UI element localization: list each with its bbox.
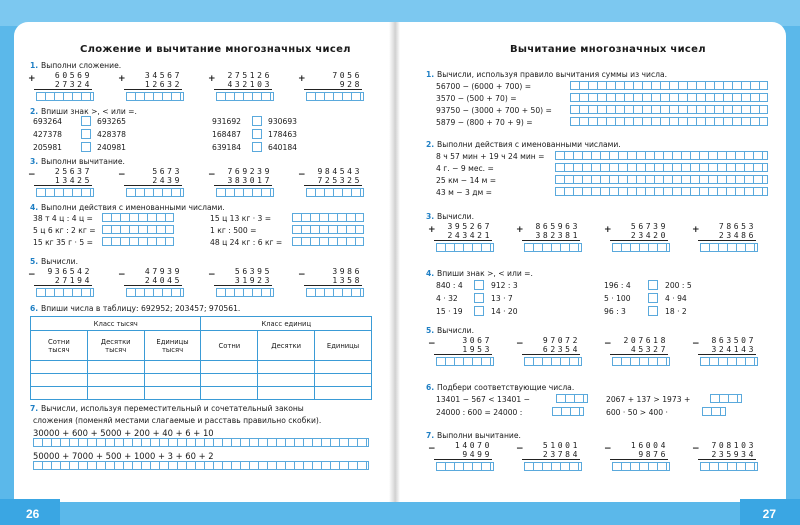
answer-box[interactable] (570, 117, 768, 126)
task-text: Выполни вычитание. (437, 431, 521, 440)
task-text: Выполни действия с именованными числами. (437, 140, 621, 149)
operand: 769239 (227, 167, 272, 176)
table-cell[interactable] (258, 361, 315, 374)
expression: 5 ц 6 кг : 2 кг = (33, 226, 96, 235)
result-box[interactable] (306, 188, 364, 197)
result-box[interactable] (700, 462, 758, 471)
column-calculation (700, 222, 756, 240)
operation-sign: − (298, 270, 306, 280)
book-gutter (389, 22, 400, 502)
column-calculation (36, 167, 92, 185)
answer-box[interactable] (33, 438, 369, 447)
answer-box[interactable] (555, 151, 768, 160)
table-cell[interactable] (315, 374, 372, 387)
result-line (434, 240, 492, 241)
answer-box[interactable] (102, 225, 174, 234)
column-calculation (126, 267, 182, 285)
operation-sign: − (118, 170, 126, 180)
task-number: 6. (426, 383, 435, 392)
answer-box[interactable] (570, 105, 768, 114)
operand: 3986 (332, 267, 362, 276)
operand: 7056 (332, 71, 362, 80)
expression: 24000 : 600 = 24000 : (436, 408, 523, 417)
task-text: Вычисли, используя правило вычитания суммы из числа. (437, 70, 668, 79)
table-row (31, 374, 372, 387)
column-calculation (36, 267, 92, 285)
operation-sign: − (208, 170, 216, 180)
expression: 5 · 100 (604, 294, 631, 303)
column-header (315, 331, 372, 361)
operand: 12632 (144, 80, 182, 89)
result-box[interactable] (126, 92, 184, 101)
table-row (31, 387, 372, 400)
task-number: 3. (30, 157, 39, 166)
expression: 48 ц 24 кг : 6 кг = (210, 238, 283, 247)
task-number: 1. (426, 70, 435, 79)
column-calculation (216, 71, 272, 89)
task-text: Впиши знак >, < или =. (41, 107, 137, 116)
expression: 50000 + 7000 + 500 + 1000 + 3 + 60 + 2 (33, 451, 214, 461)
result-line (304, 285, 362, 286)
expression: 196 : 4 (604, 281, 631, 290)
operand: 1953 (462, 345, 492, 354)
expression: 13 · 7 (491, 294, 513, 303)
operand: 2439 (152, 176, 182, 185)
result-box[interactable] (524, 357, 582, 366)
task-text: Впиши числа в таблицу: 692952; 203457; 970561. (41, 304, 241, 313)
task-text: Впиши знак >, < или =. (437, 269, 533, 278)
operand: 78653 (718, 222, 756, 231)
operand: 9499 (462, 450, 492, 459)
header-line: Единицы (326, 341, 360, 350)
result-box[interactable] (612, 462, 670, 471)
result-box[interactable] (126, 188, 184, 197)
task-text: Выполни вычитание. (41, 157, 125, 166)
expression: 600 · 50 > 400 · (606, 408, 668, 417)
result-line (610, 354, 668, 355)
answer-box[interactable] (556, 394, 588, 403)
operand: 3067 (462, 336, 492, 345)
table-cell[interactable] (144, 387, 201, 400)
expression: 4 г. − 9 мес. = (436, 164, 494, 173)
result-box[interactable] (216, 92, 274, 101)
operand: 936542 (47, 267, 92, 276)
number: 930693 (268, 117, 297, 126)
operand: 16004 (630, 441, 668, 450)
table-cell[interactable] (258, 387, 315, 400)
operation-sign: − (428, 444, 436, 454)
operation-sign: − (208, 270, 216, 280)
header-line: тысяч (161, 345, 184, 354)
operand: 24045 (144, 276, 182, 285)
table-cell[interactable] (144, 374, 201, 387)
operand: 863507 (711, 336, 756, 345)
operation-sign: + (692, 225, 700, 235)
operand: 395267 (447, 222, 492, 231)
operation-sign: + (516, 225, 524, 235)
table-cell[interactable] (258, 374, 315, 387)
sign-box[interactable] (648, 293, 658, 303)
expression: 38 т 4 ц : 4 ц = (33, 214, 93, 223)
task-text: Вычисли, используя переместительный и сочетательный законы (41, 404, 304, 413)
column-header (201, 331, 258, 361)
operand: 984543 (317, 167, 362, 176)
table-cell[interactable] (87, 374, 144, 387)
column-calculation (524, 441, 580, 459)
class-header: Класс единиц (201, 317, 372, 331)
answer-box[interactable] (570, 93, 768, 102)
task-number: 6. (30, 304, 39, 313)
operation-sign: + (118, 74, 126, 84)
operand: 432103 (227, 80, 272, 89)
answer-box[interactable] (552, 407, 584, 416)
operation-sign: − (604, 339, 612, 349)
expression: 18 · 2 (665, 307, 687, 316)
operation-sign: − (28, 170, 36, 180)
operand: 324143 (711, 345, 756, 354)
operation-sign: − (516, 444, 524, 454)
expression: 8 ч 57 мин + 19 ч 24 мин = (436, 152, 545, 161)
operand: 45327 (630, 345, 668, 354)
result-line (124, 185, 182, 186)
column-calculation (436, 336, 492, 354)
column-calculation (612, 222, 668, 240)
operand: 23486 (718, 231, 756, 240)
result-line (522, 354, 580, 355)
answer-box[interactable] (570, 81, 768, 90)
operand: 25637 (54, 167, 92, 176)
result-line (34, 285, 92, 286)
result-line (522, 240, 580, 241)
task-number: 7. (30, 404, 39, 413)
result-line (610, 459, 668, 460)
table-row (31, 317, 372, 331)
operand: 51001 (542, 441, 580, 450)
expression: 912 : 3 (491, 281, 518, 290)
operand: 23784 (542, 450, 580, 459)
place-value-table (30, 316, 372, 400)
column-calculation (700, 441, 756, 459)
task-number: 4. (30, 203, 39, 212)
table-cell[interactable] (31, 361, 88, 374)
sign-box[interactable] (648, 306, 658, 316)
answer-box[interactable] (555, 175, 768, 184)
operand: 235934 (711, 450, 756, 459)
expression: 4 · 94 (665, 294, 687, 303)
operation-sign: − (428, 339, 436, 349)
sign-box[interactable] (474, 293, 484, 303)
operation-sign: + (208, 74, 216, 84)
operand: 382381 (535, 231, 580, 240)
result-line (610, 240, 668, 241)
operand: 5673 (152, 167, 182, 176)
header-line: Сотни (48, 337, 70, 346)
number: 931692 (212, 117, 241, 126)
expression: 3570 − (500 + 70) = (436, 94, 517, 103)
result-line (434, 459, 492, 460)
result-box[interactable] (36, 188, 94, 197)
expression: 13401 − 567 < 13401 − (436, 395, 530, 404)
task-number: 5. (30, 257, 39, 266)
table-cell[interactable] (315, 387, 372, 400)
operation-sign: − (28, 270, 36, 280)
sign-box[interactable] (474, 280, 484, 290)
task-text: Выполни сложение. (41, 61, 122, 70)
operation-sign: − (516, 339, 524, 349)
operation-sign: + (298, 74, 306, 84)
task-number: 5. (426, 326, 435, 335)
operand: 865963 (535, 222, 580, 231)
column-calculation (126, 167, 182, 185)
answer-box[interactable] (292, 237, 364, 246)
operand: 34567 (144, 71, 182, 80)
page-title-right: Вычитание многозначных чисел (510, 44, 706, 55)
sign-box[interactable] (252, 116, 262, 126)
operand: 243421 (447, 231, 492, 240)
number: 640184 (268, 143, 297, 152)
header-line: Единицы (156, 337, 189, 346)
page-number-left: 26 (26, 507, 40, 521)
result-box[interactable] (126, 288, 184, 297)
table-cell[interactable] (201, 387, 258, 400)
table-row (31, 331, 372, 361)
table-cell[interactable] (315, 361, 372, 374)
task-number: 1. (30, 61, 39, 70)
table-cell[interactable] (31, 374, 88, 387)
answer-box[interactable] (292, 213, 364, 222)
expression: 15 · 19 (436, 307, 463, 316)
task-text: Подбери соответствующие числа. (437, 383, 575, 392)
task-text: Вычисли. (41, 257, 79, 266)
operand: 708103 (711, 441, 756, 450)
answer-box[interactable] (555, 163, 768, 172)
operand: 56739 (630, 222, 668, 231)
task-text: Вычисли. (437, 212, 475, 221)
task-number: 2. (426, 140, 435, 149)
column-header (144, 331, 201, 361)
expression: 15 кг 35 г · 5 = (33, 238, 93, 247)
result-box[interactable] (36, 288, 94, 297)
operand: 56395 (234, 267, 272, 276)
answer-box[interactable] (710, 394, 742, 403)
header-line: Сотни (218, 341, 241, 350)
result-box[interactable] (436, 243, 494, 252)
operand: 275126 (227, 71, 272, 80)
result-line (434, 354, 492, 355)
table-cell[interactable] (201, 361, 258, 374)
result-box[interactable] (216, 188, 274, 197)
table-cell[interactable] (144, 361, 201, 374)
header-line: Десятки (100, 337, 131, 346)
sign-box[interactable] (252, 129, 262, 139)
number: 428378 (97, 130, 126, 139)
number: 240981 (97, 143, 126, 152)
column-header (31, 331, 88, 361)
expression: 56700 − (6000 + 700) = (436, 82, 532, 91)
sign-box[interactable] (474, 306, 484, 316)
operand: 9876 (638, 450, 668, 459)
result-box[interactable] (436, 462, 494, 471)
result-line (214, 89, 272, 90)
operand: 27324 (54, 80, 92, 89)
operand: 60569 (54, 71, 92, 80)
result-line (698, 459, 756, 460)
number: 693265 (97, 117, 126, 126)
operand: 23420 (630, 231, 668, 240)
task-number: 4. (426, 269, 435, 278)
operation-sign: − (692, 444, 700, 454)
sign-box[interactable] (648, 280, 658, 290)
header-line: тысяч (105, 345, 127, 354)
column-calculation (306, 267, 362, 285)
operand: 13425 (54, 176, 92, 185)
expression: 15 ц 13 кг · 3 = (210, 214, 272, 223)
sign-box[interactable] (81, 142, 91, 152)
task-text: Вычисли. (437, 326, 475, 335)
column-calculation (216, 167, 272, 185)
answer-box[interactable] (292, 225, 364, 234)
sign-box[interactable] (81, 116, 91, 126)
result-box[interactable] (216, 288, 274, 297)
operation-sign: − (604, 444, 612, 454)
column-header (258, 331, 315, 361)
answer-box[interactable] (33, 461, 369, 470)
operand: 27194 (54, 276, 92, 285)
operand: 97072 (542, 336, 580, 345)
answer-box[interactable] (702, 407, 726, 416)
expression: 25 км − 14 м = (436, 176, 497, 185)
task-number: 7. (426, 431, 435, 440)
expression: 4 · 32 (436, 294, 458, 303)
result-line (522, 459, 580, 460)
expression: 30000 + 600 + 5000 + 200 + 40 + 6 + 10 (33, 428, 214, 438)
result-line (698, 240, 756, 241)
result-box[interactable] (436, 357, 494, 366)
page-number-right: 27 (762, 507, 776, 521)
answer-box[interactable] (555, 187, 768, 196)
expression: 200 : 5 (665, 281, 692, 290)
answer-box[interactable] (102, 213, 174, 222)
number: 178463 (268, 130, 297, 139)
column-calculation (612, 441, 668, 459)
expression: 1 кг : 500 = (210, 226, 257, 235)
column-calculation (524, 222, 580, 240)
task-text: Выполни действия с именованными числами. (41, 203, 225, 212)
number: 168487 (212, 130, 241, 139)
operation-sign: + (604, 225, 612, 235)
operation-sign: − (118, 270, 126, 280)
column-calculation (126, 71, 182, 89)
result-box[interactable] (524, 462, 582, 471)
operand: 928 (339, 80, 362, 89)
task-number: 2. (30, 107, 39, 116)
operation-sign: + (428, 225, 436, 235)
operand: 1358 (332, 276, 362, 285)
number: 205981 (33, 143, 62, 152)
result-box[interactable] (36, 92, 94, 101)
expression: 2067 + 137 > 1973 + (606, 395, 691, 404)
column-calculation (436, 222, 492, 240)
operation-sign: + (28, 74, 36, 84)
result-line (698, 354, 756, 355)
result-line (214, 185, 272, 186)
column-calculation (436, 441, 492, 459)
table-cell[interactable] (87, 361, 144, 374)
operand: 14070 (454, 441, 492, 450)
number: 693264 (33, 117, 62, 126)
table-cell[interactable] (31, 387, 88, 400)
task-text-line2: сложения (поменяй местами слагаемые и расставь правильно скобки). (33, 416, 322, 425)
number: 639184 (212, 143, 241, 152)
expression: 14 · 20 (491, 307, 518, 316)
result-line (214, 285, 272, 286)
expression: 5879 − (800 + 70 + 9) = (436, 118, 533, 127)
class-header: Класс тысяч (31, 317, 201, 331)
result-line (124, 285, 182, 286)
operand: 62354 (542, 345, 580, 354)
operand: 207618 (623, 336, 668, 345)
column-calculation (524, 336, 580, 354)
header-line: тысяч (48, 345, 70, 354)
result-box[interactable] (612, 357, 670, 366)
result-line (124, 89, 182, 90)
expression: 840 : 4 (436, 281, 463, 290)
column-calculation (700, 336, 756, 354)
result-box[interactable] (700, 243, 758, 252)
result-line (34, 185, 92, 186)
result-box[interactable] (612, 243, 670, 252)
expression: 93750 − (3000 + 700 + 50) = (436, 106, 552, 115)
result-box[interactable] (524, 243, 582, 252)
sign-box[interactable] (81, 129, 91, 139)
result-line (304, 185, 362, 186)
column-calculation (612, 336, 668, 354)
operation-sign: − (298, 170, 306, 180)
result-line (304, 89, 362, 90)
column-calculation (306, 71, 362, 89)
page-title-left: Сложение и вычитание многозначных чисел (80, 44, 351, 55)
operation-sign: − (692, 339, 700, 349)
table-cell[interactable] (87, 387, 144, 400)
header-line: Десятки (271, 341, 302, 350)
table-row (31, 361, 372, 374)
expression: 43 м − 3 дм = (436, 188, 492, 197)
column-calculation (306, 167, 362, 185)
operand: 725325 (317, 176, 362, 185)
expression: 96 : 3 (604, 307, 626, 316)
number: 427378 (33, 130, 62, 139)
operand: 31923 (234, 276, 272, 285)
result-line (34, 89, 92, 90)
column-header (87, 331, 144, 361)
operand: 47939 (144, 267, 182, 276)
sign-box[interactable] (252, 142, 262, 152)
answer-box[interactable] (102, 237, 174, 246)
column-calculation (216, 267, 272, 285)
result-box[interactable] (306, 92, 364, 101)
task-number: 3. (426, 212, 435, 221)
table-cell[interactable] (201, 374, 258, 387)
column-calculation (36, 71, 92, 89)
result-box[interactable] (306, 288, 364, 297)
operand: 383017 (227, 176, 272, 185)
result-box[interactable] (700, 357, 758, 366)
